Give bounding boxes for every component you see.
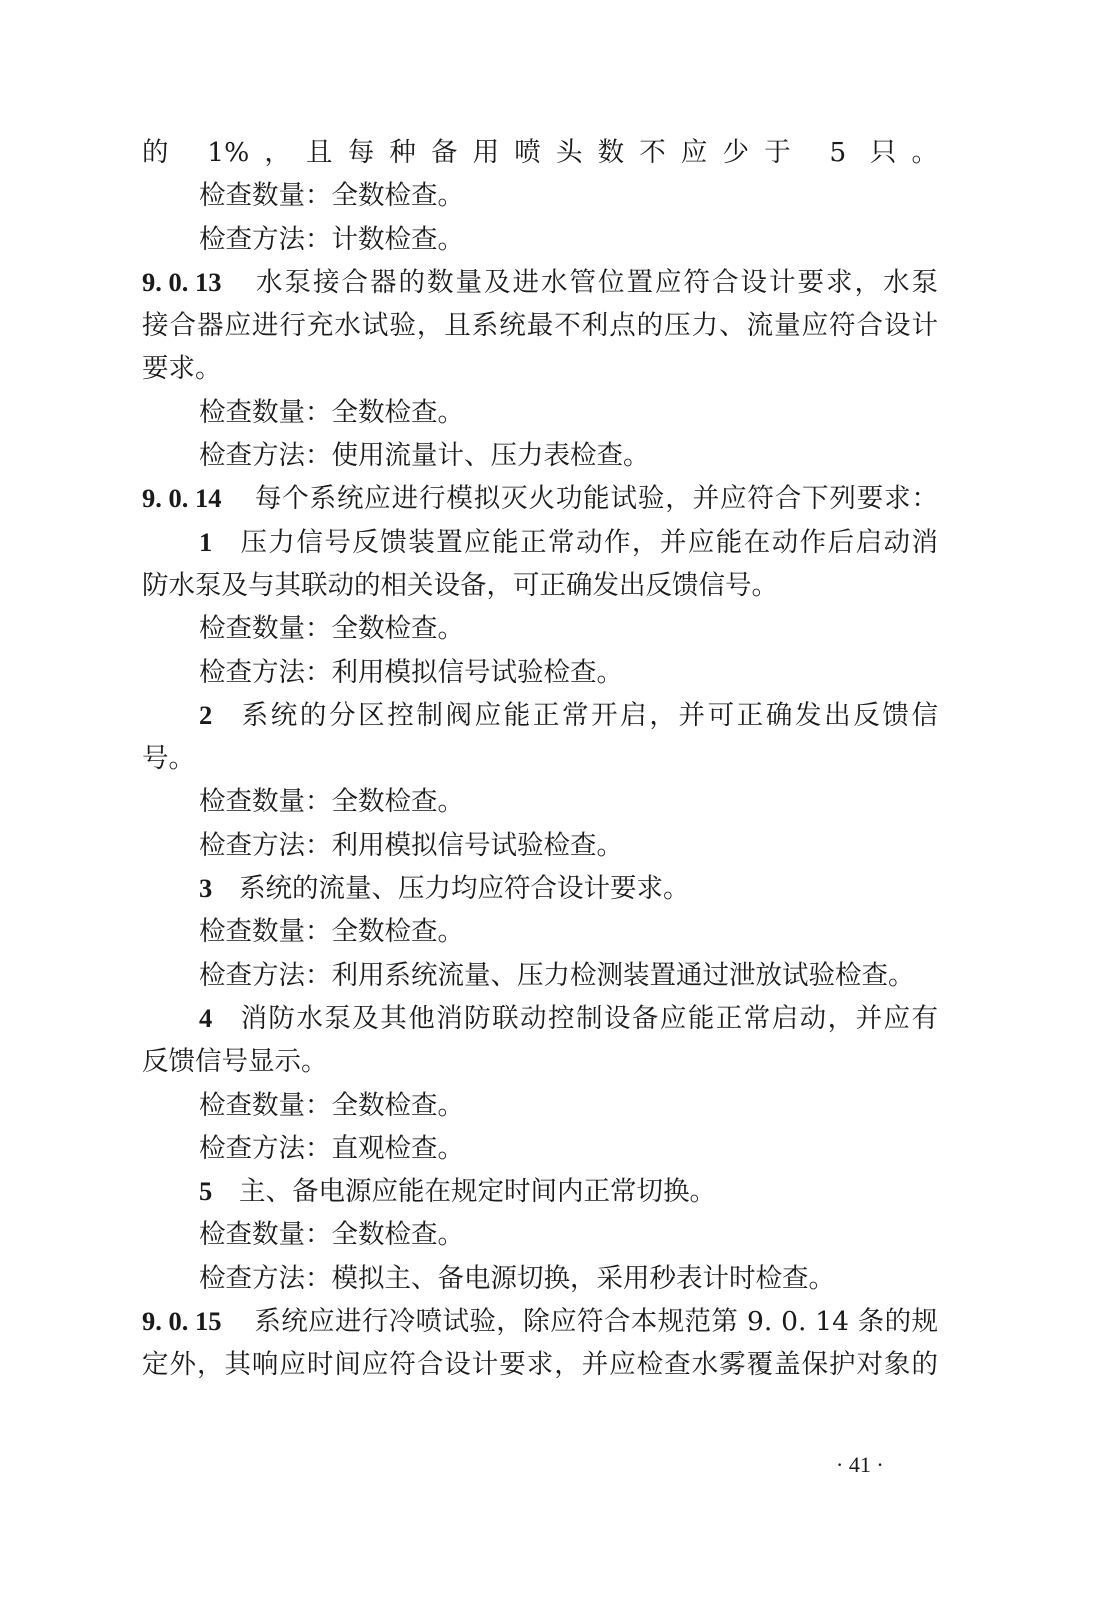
check-quantity: 检查数量：全数检查。 (199, 180, 464, 212)
check-method: 检查方法：模拟主、备电源切换，采用秒表计时检查。 (199, 1262, 835, 1294)
item-number: 2 (199, 699, 213, 730)
check-quantity: 检查数量：全数检查。 (199, 1089, 464, 1121)
line-text: 的 1%，且每种备用喷头数不应少于 5 只。 (142, 137, 938, 168)
item-line (142, 1170, 938, 1213)
text-line (142, 391, 938, 434)
text-line (142, 304, 938, 347)
text-line (142, 910, 938, 953)
text-line (142, 1343, 938, 1386)
item-line (142, 694, 938, 737)
item-text: 主、备电源应能在规定时间内正常切换。 (239, 1176, 716, 1208)
text-line (142, 1084, 938, 1127)
clause-text: 每个系统应进行模拟灭火功能试验，并应符合下列要求： (254, 483, 938, 515)
text-line (142, 564, 938, 607)
clause-line (142, 261, 938, 304)
text-line (142, 824, 938, 867)
check-method: 检查方法：计数检查。 (199, 223, 464, 255)
text-line (142, 954, 938, 997)
clause-line (142, 477, 938, 520)
item-text: 消防水泵及其他消防联动控制设备应能正常启动，并应有 (239, 1002, 938, 1034)
check-quantity: 检查数量：全数检查。 (199, 396, 464, 428)
text-line (142, 174, 938, 217)
item-text: 系统的分区控制阀应能正常开启，并可正确发出反馈信 (239, 699, 938, 731)
text-line (142, 218, 938, 261)
item-number: 5 (199, 1176, 213, 1207)
clause-text: 水泵接合器的数量及进水管位置应符合设计要求，水泵 (254, 266, 938, 298)
clause-number: 9. 0. 14 (142, 483, 222, 514)
check-quantity: 检查数量：全数检查。 (199, 1219, 464, 1251)
item-text: 压力信号反馈装置应能正常动作，并应能在动作后启动消 (239, 526, 938, 558)
line-text: 防水泵及与其联动的相关设备，可正确发出反馈信号。 (142, 569, 778, 601)
item-line (142, 867, 938, 910)
check-quantity: 检查数量：全数检查。 (199, 613, 464, 645)
check-method: 检查方法：利用模拟信号试验检查。 (199, 656, 623, 688)
check-quantity: 检查数量：全数检查。 (199, 916, 464, 948)
item-text: 系统的流量、压力均应符合设计要求。 (239, 873, 690, 905)
page-number: · 41 · (836, 1452, 884, 1477)
text-line (142, 1213, 938, 1256)
item-line (142, 997, 938, 1040)
check-method: 检查方法：利用系统流量、压力检测装置通过泄放试验检查。 (199, 959, 915, 991)
text-line (142, 780, 938, 823)
clause-number: 9. 0. 13 (142, 266, 222, 297)
line-text: 反馈信号显示。 (142, 1046, 328, 1078)
line-text: 接合器应进行充水试验，且系统最不利点的压力、流量应符合设计 (142, 310, 938, 342)
text-line (142, 434, 938, 477)
check-quantity: 检查数量：全数检查。 (199, 786, 464, 818)
line-text: 定外，其响应时间应符合设计要求，并应检查水雾覆盖保护对象的 (142, 1349, 938, 1381)
item-number: 3 (199, 873, 213, 904)
text-line (142, 737, 938, 780)
text-line (142, 607, 938, 650)
body-text (142, 131, 938, 1387)
clause-text: 系统应进行冷喷试验，除应符合本规范第 9. 0. 14 条的规 (254, 1306, 938, 1338)
line-text: 号。 (142, 743, 195, 775)
item-number: 4 (199, 1002, 213, 1033)
clause-line (142, 1300, 938, 1343)
text-line (142, 1040, 938, 1083)
item-number: 1 (199, 526, 213, 557)
text-line (142, 1257, 938, 1300)
text-line (142, 651, 938, 694)
item-line (142, 521, 938, 564)
check-method: 检查方法：使用流量计、压力表检查。 (199, 440, 650, 472)
check-method: 检查方法：直观检查。 (199, 1132, 464, 1164)
text-line (142, 347, 938, 390)
text-line (142, 1127, 938, 1170)
clause-number: 9. 0. 15 (142, 1306, 222, 1337)
line-text: 要求。 (142, 353, 222, 385)
text-line (142, 131, 938, 174)
check-method: 检查方法：利用模拟信号试验检查。 (199, 829, 623, 861)
